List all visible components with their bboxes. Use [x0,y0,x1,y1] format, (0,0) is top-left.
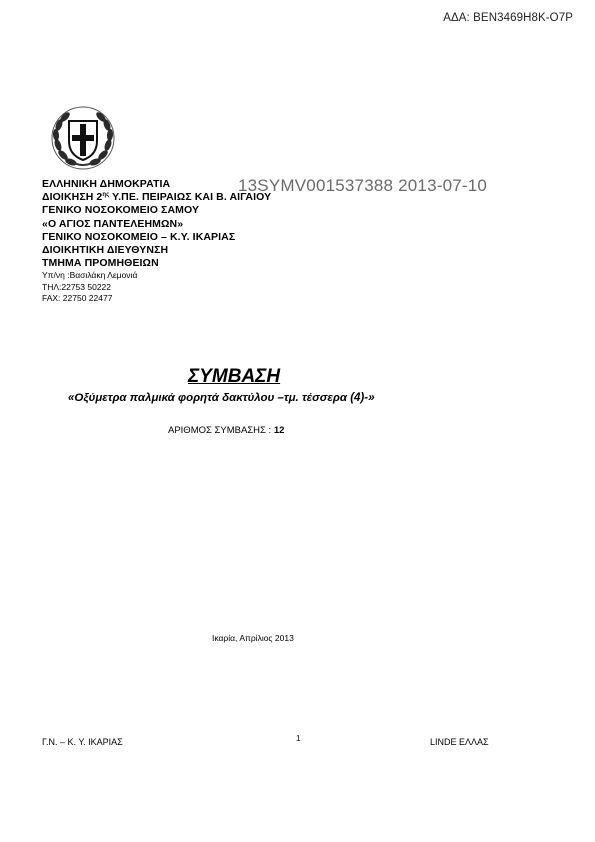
greek-coat-of-arms-emblem-icon [50,105,116,171]
header-line-hospital-name: «Ο ΑΓΙΟΣ ΠΑΝΤΕΛΕΗΜΩΝ» [42,217,184,230]
issuer-header [42,178,271,305]
document-title: ΣΥΜΒΑΣΗ [188,366,281,387]
place-and-date: Ικαρία, Απρίλιος 2013 [212,633,294,643]
footer-page-number: 1 [296,734,301,743]
contract-number-value: 12 [273,425,285,436]
registry-stamp: 13SYMV001537388 2013-07-10 [238,176,488,195]
contract-number-line [168,425,284,436]
header-line-directorate: ΔΙΟΙΚΗΤΙΚΗ ΔΙΕΥΘΥΝΣΗ [42,244,169,257]
footer-right-party: LINDE ΕΛΛΑΣ [430,737,489,747]
contract-number-label: ΑΡΙΘΜΟΣ ΣΥΜΒΑΣΗΣ : [168,425,274,436]
ada-code: ΑΔΑ: ΒΕΝ3469Η8Κ-Ο7Ρ [443,12,573,24]
header-line-hospital-ikaria: ΓΕΝΙΚΟ ΝΟΣΟΚΟΜΕΙΟ – Κ.Υ. ΙΚΑΡΙΑΣ [42,230,236,243]
contact-person: Υπ/νη :Βασιλάκη Λεμονιά [42,270,138,281]
header-line-department: ΤΜΗΜΑ ΠΡΟΜΗΘΕΙΩΝ [42,257,159,270]
header-line-administration: ΔΙΟΙΚΗΣΗ $2^{\eta\varsigma}$ Υ.ΠΕ. ΠΕΙΡΑΙΩΣ ΚΑΙ Β. ΑΙΓΑΙΟΥ [42,191,272,204]
fax-number: FAX: 22750 22477 [42,293,113,304]
header-line-republic: ΕΛΛΗΝΙΚΗ ΔΗΜΟΚΡΑΤΙΑ [42,178,171,190]
footer-left-party: Γ.Ν. – Κ. Υ. ΙΚΑΡΙΑΣ [42,737,123,747]
header-line-hospital-samos: ΓΕΝΙΚΟ ΝΟΣΟΚΟΜΕΙΟ ΣΑΜΟΥ [42,204,200,217]
contract-subject: «Οξύμετρα παλμικά φορητά δακτύλου –τμ. τέσσερα (4)-» [68,392,375,404]
phone-number: ΤΗΛ:22753 50222 [42,281,112,292]
